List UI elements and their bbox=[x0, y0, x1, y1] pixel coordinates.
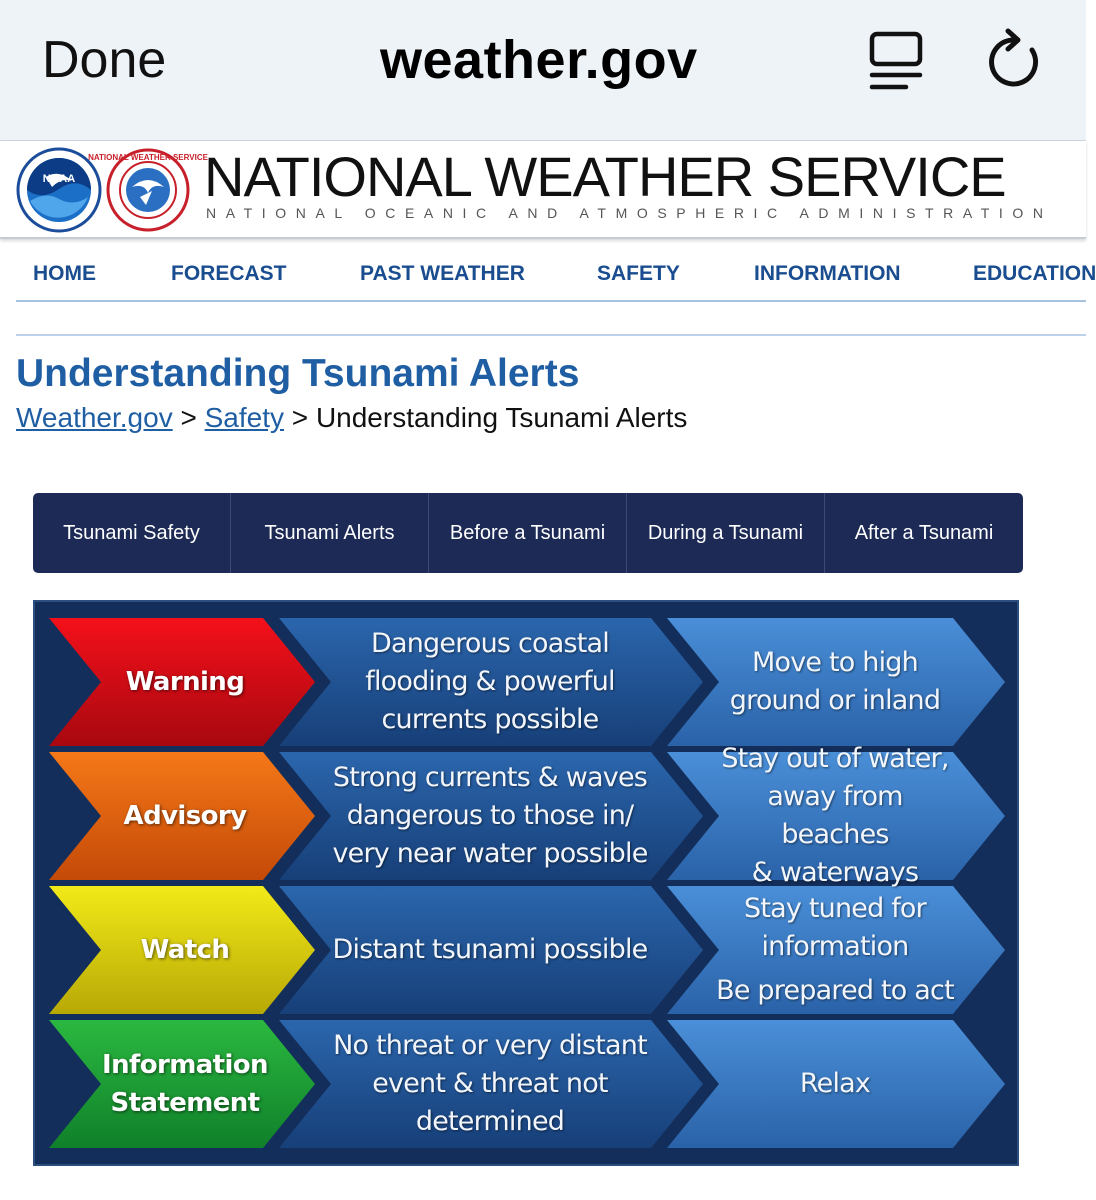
advisory-action-line: away from beaches bbox=[767, 781, 903, 850]
information-action-line: Relax bbox=[799, 1068, 871, 1099]
divider bbox=[16, 334, 1086, 336]
breadcrumb-separator: > bbox=[291, 402, 309, 433]
information-label-line: Statement bbox=[110, 1088, 260, 1118]
information-meaning-line: event & threat not bbox=[372, 1068, 608, 1099]
watch-action-line: information bbox=[761, 931, 909, 962]
nav-education[interactable]: EDUCATION bbox=[973, 262, 1096, 285]
watch-meaning bbox=[325, 886, 655, 1014]
nav-safety[interactable]: SAFETY bbox=[597, 262, 680, 285]
information-meaning-line: determined bbox=[415, 1106, 565, 1137]
safety-tabs bbox=[33, 493, 1023, 573]
advisory-action bbox=[715, 743, 955, 888]
noaa-logo-text: NOAA bbox=[42, 173, 76, 185]
warning-action bbox=[715, 618, 955, 746]
tab-tsunami-alerts[interactable]: Tsunami Alerts bbox=[231, 493, 429, 573]
nav-forecast[interactable]: FORECAST bbox=[171, 262, 287, 285]
information-meaning bbox=[325, 1020, 655, 1148]
advisory-action-line: & waterways bbox=[751, 857, 919, 888]
breadcrumb-home-link[interactable]: Weather.gov bbox=[16, 402, 173, 433]
information-statement-label bbox=[95, 1020, 275, 1148]
reload-icon[interactable] bbox=[986, 28, 1046, 90]
nav-home[interactable]: HOME bbox=[33, 262, 96, 285]
tab-during-tsunami[interactable]: During a Tsunami bbox=[627, 493, 825, 573]
reader-view-icon[interactable] bbox=[866, 30, 926, 92]
warning-label-text: Warning bbox=[125, 667, 245, 697]
watch-action-line: Stay tuned for bbox=[744, 893, 926, 924]
site-address[interactable]: weather.gov bbox=[380, 30, 698, 90]
breadcrumb bbox=[16, 400, 687, 436]
warning-meaning-line: Dangerous coastal bbox=[371, 628, 609, 659]
advisory-meaning-line: dangerous to those in/ bbox=[346, 800, 634, 831]
watch-label bbox=[95, 886, 275, 1014]
nav-information[interactable]: INFORMATION bbox=[754, 262, 901, 285]
main-nav bbox=[16, 252, 1096, 302]
information-label-line: Information bbox=[102, 1050, 268, 1080]
advisory-action-line: Stay out of water, bbox=[721, 743, 949, 774]
warning-meaning bbox=[325, 618, 655, 746]
tab-after-tsunami[interactable]: After a Tsunami bbox=[854, 521, 994, 544]
watch-label-text: Watch bbox=[140, 935, 230, 965]
breadcrumb-current: Understanding Tsunami Alerts bbox=[315, 402, 688, 433]
nws-logo-text: NATIONAL WEATHER SERVICE bbox=[88, 153, 208, 162]
warning-label bbox=[95, 618, 275, 746]
advisory-meaning bbox=[325, 752, 655, 880]
advisory-meaning-line: Strong currents & waves bbox=[332, 762, 648, 793]
tab-tsunami-safety[interactable]: Tsunami Safety bbox=[33, 493, 231, 573]
tsunami-alerts-graphic bbox=[33, 600, 1019, 1166]
warning-meaning-line: currents possible bbox=[381, 704, 599, 735]
advisory-meaning-line: very near water possible bbox=[332, 838, 648, 869]
watch-action bbox=[715, 886, 955, 1014]
nws-logo[interactable] bbox=[88, 147, 208, 233]
warning-action-line: Move to high bbox=[752, 647, 918, 678]
breadcrumb-safety-link[interactable]: Safety bbox=[204, 402, 285, 433]
breadcrumb-separator: > bbox=[180, 402, 197, 433]
browser-toolbar bbox=[0, 0, 1086, 141]
done-button[interactable]: Done bbox=[42, 31, 167, 89]
watch-meaning-line: Distant tsunami possible bbox=[332, 934, 648, 965]
advisory-label-text: Advisory bbox=[123, 801, 247, 831]
nws-title: NATIONAL WEATHER SERVICE bbox=[204, 145, 1006, 208]
warning-meaning-line: flooding & powerful bbox=[365, 666, 615, 697]
nws-subtitle: NATIONAL OCEANIC AND ATMOSPHERIC ADMINISTRATION bbox=[206, 205, 1053, 221]
tab-before-tsunami[interactable]: Before a Tsunami bbox=[429, 493, 627, 573]
advisory-label bbox=[95, 752, 275, 880]
warning-action-line: ground or inland bbox=[729, 685, 941, 716]
nav-past-weather[interactable]: PAST WEATHER bbox=[360, 262, 525, 285]
page-title: Understanding Tsunami Alerts bbox=[16, 352, 580, 395]
nws-header bbox=[0, 141, 1086, 239]
watch-action-line: Be prepared to act bbox=[716, 975, 954, 1006]
information-meaning-line: No threat or very distant bbox=[333, 1030, 647, 1061]
information-action bbox=[715, 1020, 955, 1148]
